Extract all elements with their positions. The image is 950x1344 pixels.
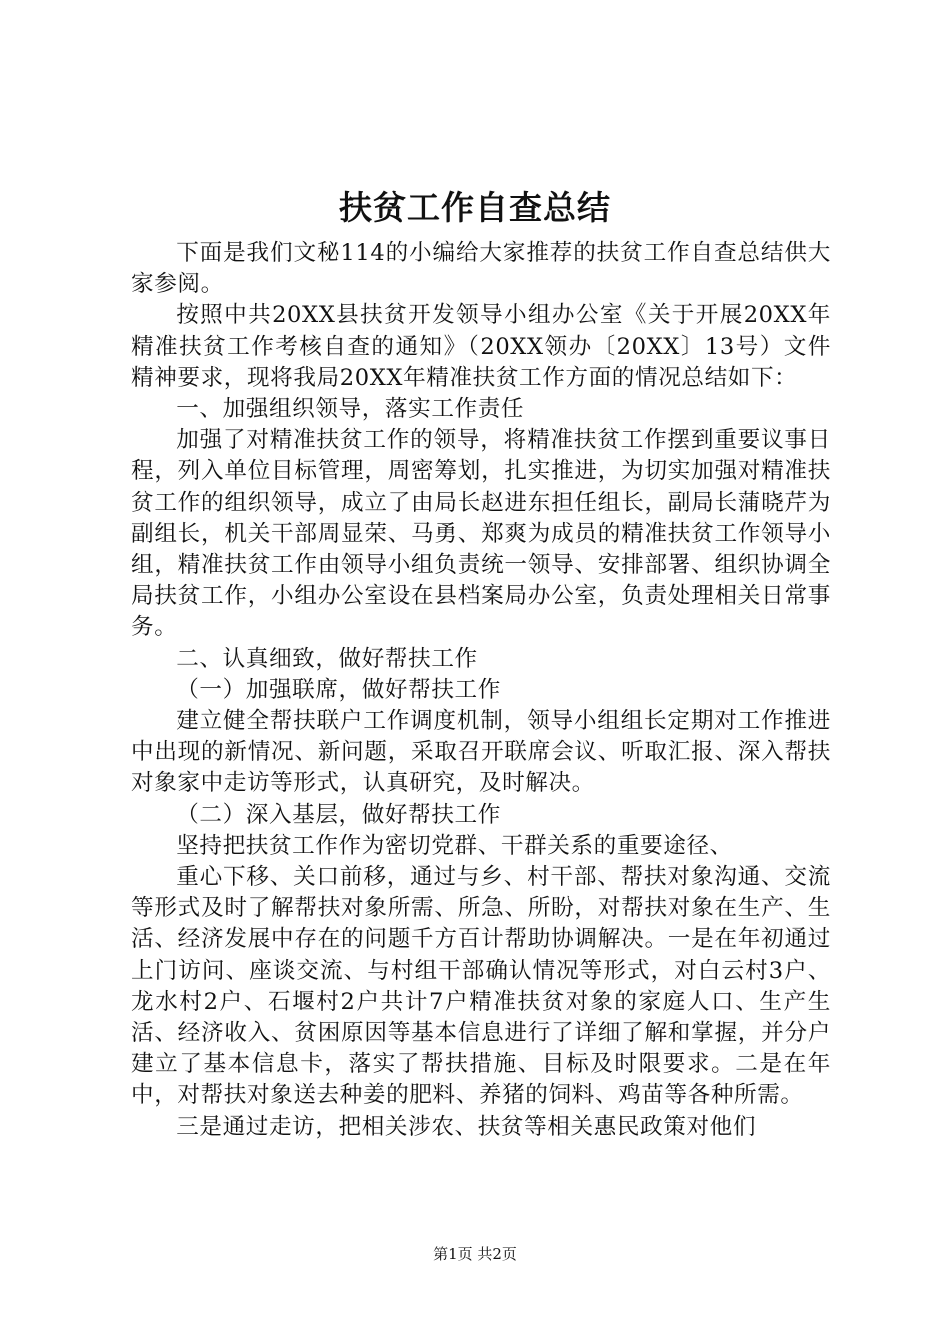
paragraph: 按照中共20XX县扶贫开发领导小组办公室《关于开展20XX年精准扶贫工作考核自查的通知》（20XX领办〔20XX〕13号）文件精神要求，现将我局20XX年精准扶贫工作方面的情况总结如下： [131,302,831,391]
paragraph: 建立健全帮扶联户工作调度机制，领导小组组长定期对工作推进中出现的新情况、新问题，采取召开联席会议、听取汇报、深入帮扶对象家中走访等形式，认真研究，及时解决。 [131,708,831,797]
paragraph: 下面是我们文秘114的小编给大家推荐的扶贫工作自查总结供大家参阅。 [131,240,831,298]
paragraph: 三是通过走访，把相关涉农、扶贫等相关惠民政策对他们 [176,1113,757,1140]
document-body [131,238,831,1143]
subsection-heading: （一）加强联席，做好帮扶工作 [176,676,501,703]
page-footer: 第1页 共2页 [433,1245,517,1263]
paragraph: 加强了对精准扶贫工作的领导，将精准扶贫工作摆到重要议事日程，列入单位目标管理，周密筹划，扎实推进，为切实加强对精准扶贫工作的组织领导，成立了由局长赵进东担任组长，副局长蒲晓芹为副组长，机关干部周显荣、马勇、郑爽为成员的精准扶贫工作领导小组，精准扶贫工作由领导小组负责统一领导、安排部署、组织协调全局扶贫工作，小组办公室设在县档案局办公室，负责处理相关日常事务。 [131,427,831,641]
section-heading: 一、加强组织领导，落实工作责任 [176,396,525,423]
document-title: 扶贫工作自查总结 [339,188,611,227]
paragraph: 重心下移、关口前移，通过与乡、村干部、帮扶对象沟通、交流等形式及时了解帮扶对象所需、所急、所盼，对帮扶对象在生产、生活、经济发展中存在的问题千方百计帮助协调解决。一是在年初通过上门访问、座谈交流、与村组干部确认情况等形式，对白云村3户、龙水村2户、石堰村2户共计7户精准扶贫对象的家庭人口、生产生活、经济收入、贫困原因等基本信息进行了详细了解和掌握，并分户建立了基本信息卡，落实了帮扶措施、目标及时限要求。二是在年中，对帮扶对象送去种姜的肥料、养猪的饲料、鸡苗等各种所需。 [131,864,831,1109]
section-heading: 二、认真细致，做好帮扶工作 [176,645,478,672]
subsection-heading: （二）深入基层，做好帮扶工作 [176,801,501,828]
paragraph: 坚持把扶贫工作作为密切党群、干群关系的重要途径、 [176,832,733,859]
